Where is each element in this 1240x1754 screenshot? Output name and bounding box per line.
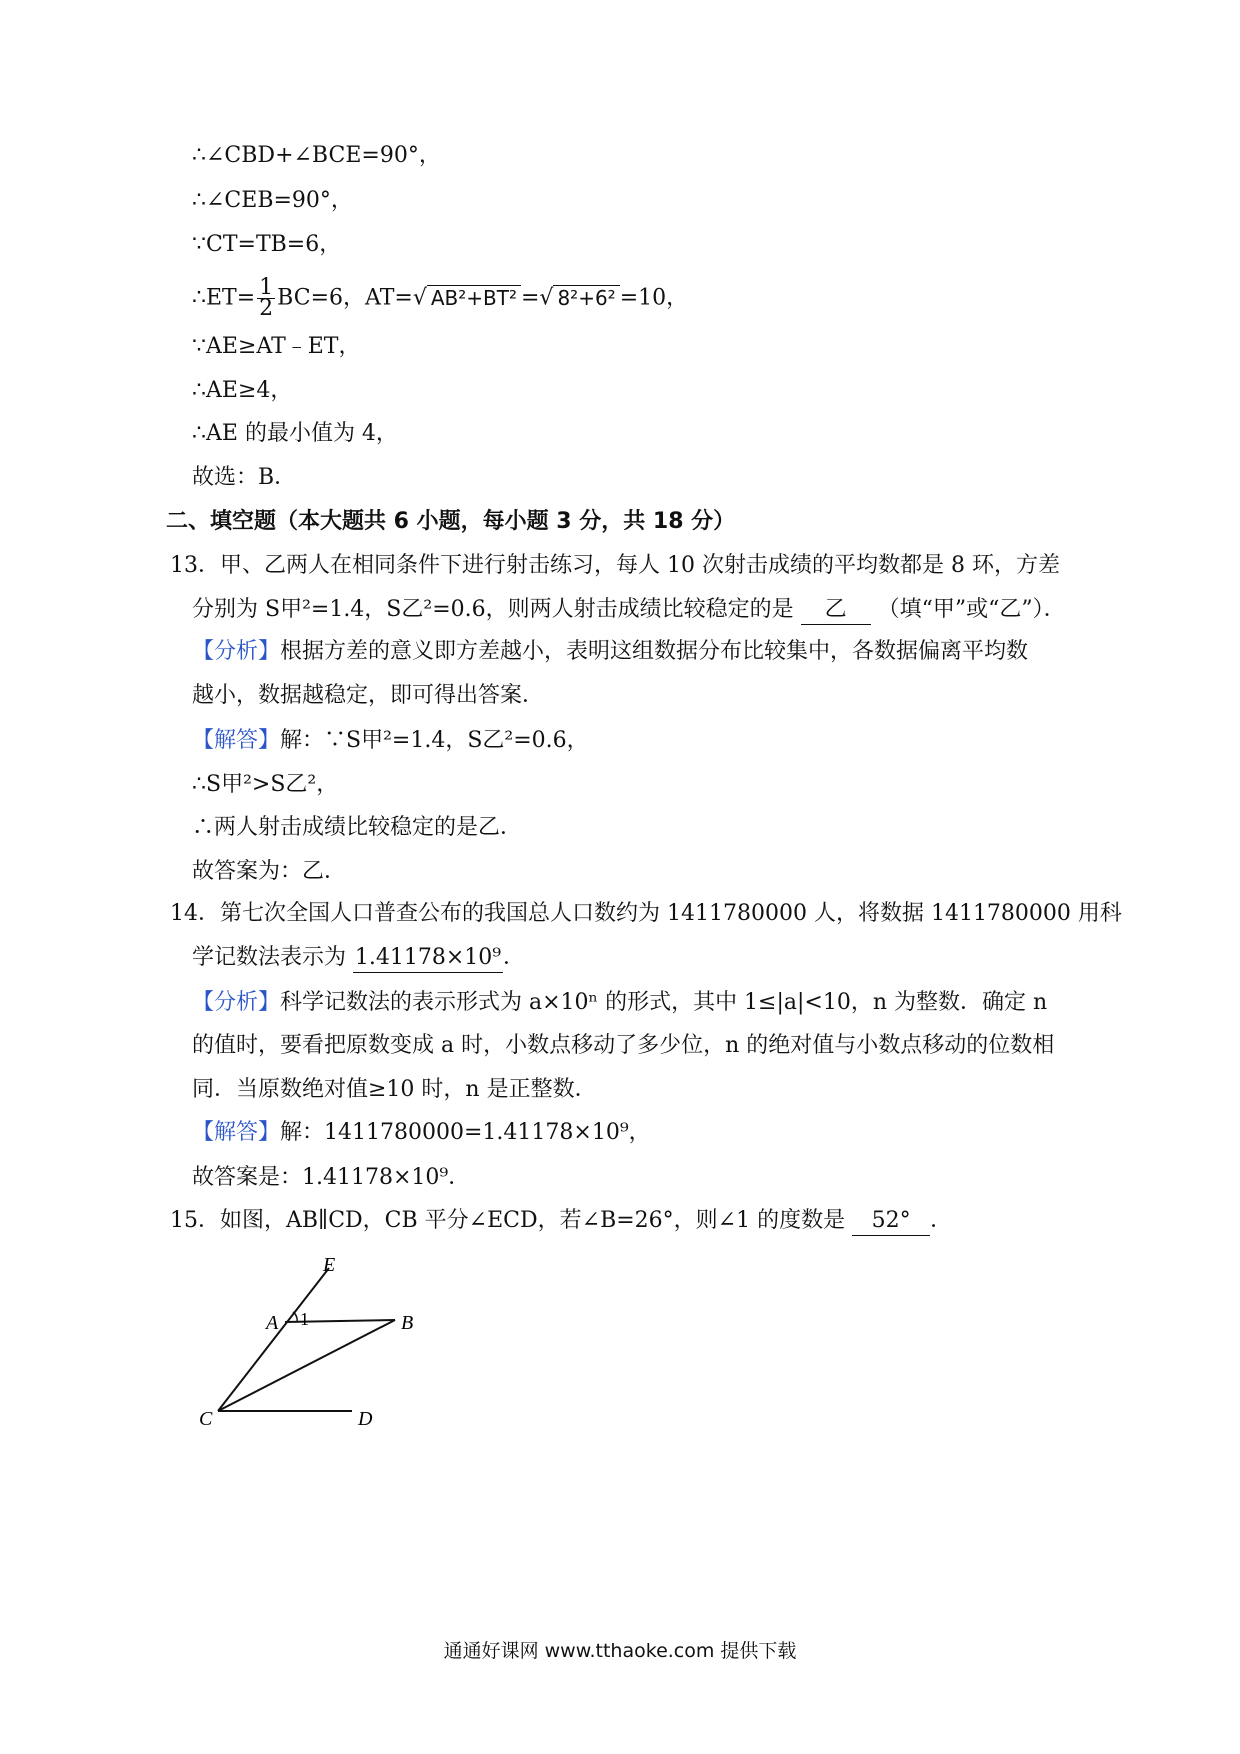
solution-tag: 【解答】 (192, 1120, 281, 1145)
analysis-line: 的值时，要看把原数变成 a 时，小数点移动了多少位，n 的绝对值与小数点移动的位数相 (192, 1033, 1055, 1058)
label-e: E (323, 1254, 336, 1276)
solution-line: ∴两人射击成绩比较稳定的是乙． (192, 815, 523, 840)
solution-line: ∵CT=TB=6， (192, 232, 342, 257)
question-text: 学记数法表示为 (192, 945, 347, 970)
analysis-line: 同．当原数绝对值≥10 时，n 是正整数． (192, 1077, 597, 1102)
label-b: B (401, 1312, 414, 1334)
solution-line: ∴S甲²>S乙²， (192, 772, 339, 797)
radical-2: 8²+6² (553, 285, 619, 310)
analysis-tag: 【分析】 (192, 639, 281, 664)
question-text: （填“甲”或“乙”）． (877, 597, 1066, 622)
analysis-line (192, 989, 1047, 1017)
label-d: D (358, 1408, 373, 1430)
solution-line: ∴AE 的最小值为 4， (192, 421, 398, 446)
answer-blank: 乙 (801, 596, 871, 625)
formula-text: =10， (619, 285, 689, 311)
question-text: 分别为 S甲²=1.4，S乙²=0.6，则两人射击成绩比较稳定的是 (192, 597, 794, 622)
formula-text: BC=6，AT= (277, 285, 413, 311)
solution-line: 故答案为：乙． (192, 859, 347, 884)
fraction-numerator: 1 (259, 275, 274, 300)
solution-line: ∴∠CBD+∠BCE=90°， (192, 143, 441, 168)
solution-line: 故选：B． (192, 465, 297, 490)
fraction (257, 275, 275, 321)
question-text: 15．如图，AB∥CD，CB 平分∠ECD，若∠B=26°，则∠1 的度数是 (170, 1208, 846, 1233)
solution-line: ∴∠CEB=90°， (192, 188, 353, 213)
formula-text: = (520, 285, 540, 311)
answer-blank: 1.41178×10⁹ (353, 944, 503, 973)
solution-line-formula: ∴ET= $\frac{1}{2}$ BC=6，AT=√ AB²+BT² =√ 8²+6² =10， (192, 275, 689, 321)
question-15-line (170, 1207, 952, 1236)
question-14-line: 14．第七次全国人口普查公布的我国总人口数约为 1411780000 人，将数据 1411780000 用科 (170, 901, 1122, 926)
analysis-tag: 【分析】 (192, 990, 281, 1015)
question-13-line (192, 596, 1066, 625)
geometry-figure (180, 1245, 460, 1445)
line-cb (218, 1320, 395, 1411)
page-footer: 通通好课网 www.tthaoke.com 提供下载 (443, 1640, 797, 1662)
analysis-text: 根据方差的意义即方差越小，表明这组数据分布比较集中，各数据偏离平均数 (280, 639, 1029, 664)
solution-text: 解：∵S甲²=1.4，S乙²=0.6， (280, 728, 589, 753)
solution-line: 故答案是：1.41178×10⁹． (192, 1165, 471, 1190)
solution-tag: 【解答】 (192, 728, 281, 753)
answer-blank: 52° (852, 1207, 930, 1236)
solution-text: 解：1411780000=1.41178×10⁹， (280, 1120, 651, 1145)
section-heading: 二、填空题（本大题共 6 小题，每小题 3 分，共 18 分） (166, 509, 736, 534)
solution-line: ∴AE≥4， (192, 378, 293, 403)
question-text: ． (503, 945, 526, 970)
label-c: C (199, 1408, 213, 1430)
fraction-denominator: 2 (259, 296, 274, 321)
analysis-line (192, 638, 1028, 666)
solution-line (192, 1119, 651, 1147)
solution-line (192, 727, 589, 755)
radical-1: AB²+BT² (427, 285, 521, 310)
question-text: ． (930, 1208, 953, 1233)
question-14-line (192, 944, 525, 973)
formula-text: ∴ET= (192, 285, 256, 311)
label-angle-1: 1 (300, 1309, 309, 1329)
analysis-line: 越小，数据越稳定，即可得出答案． (192, 683, 545, 708)
question-13-line: 13．甲、乙两人在相同条件下进行射击练习，每人 10 次射击成绩的平均数都是 8 环，方差 (170, 553, 1060, 578)
analysis-text: 科学记数法的表示形式为 a×10ⁿ 的形式，其中 1≤|a|<10，n 为整数．确定 n (280, 990, 1048, 1015)
line-ce (218, 1268, 329, 1411)
solution-line: ∵AE≥AT﹣ET， (192, 334, 361, 359)
label-a: A (266, 1312, 279, 1334)
